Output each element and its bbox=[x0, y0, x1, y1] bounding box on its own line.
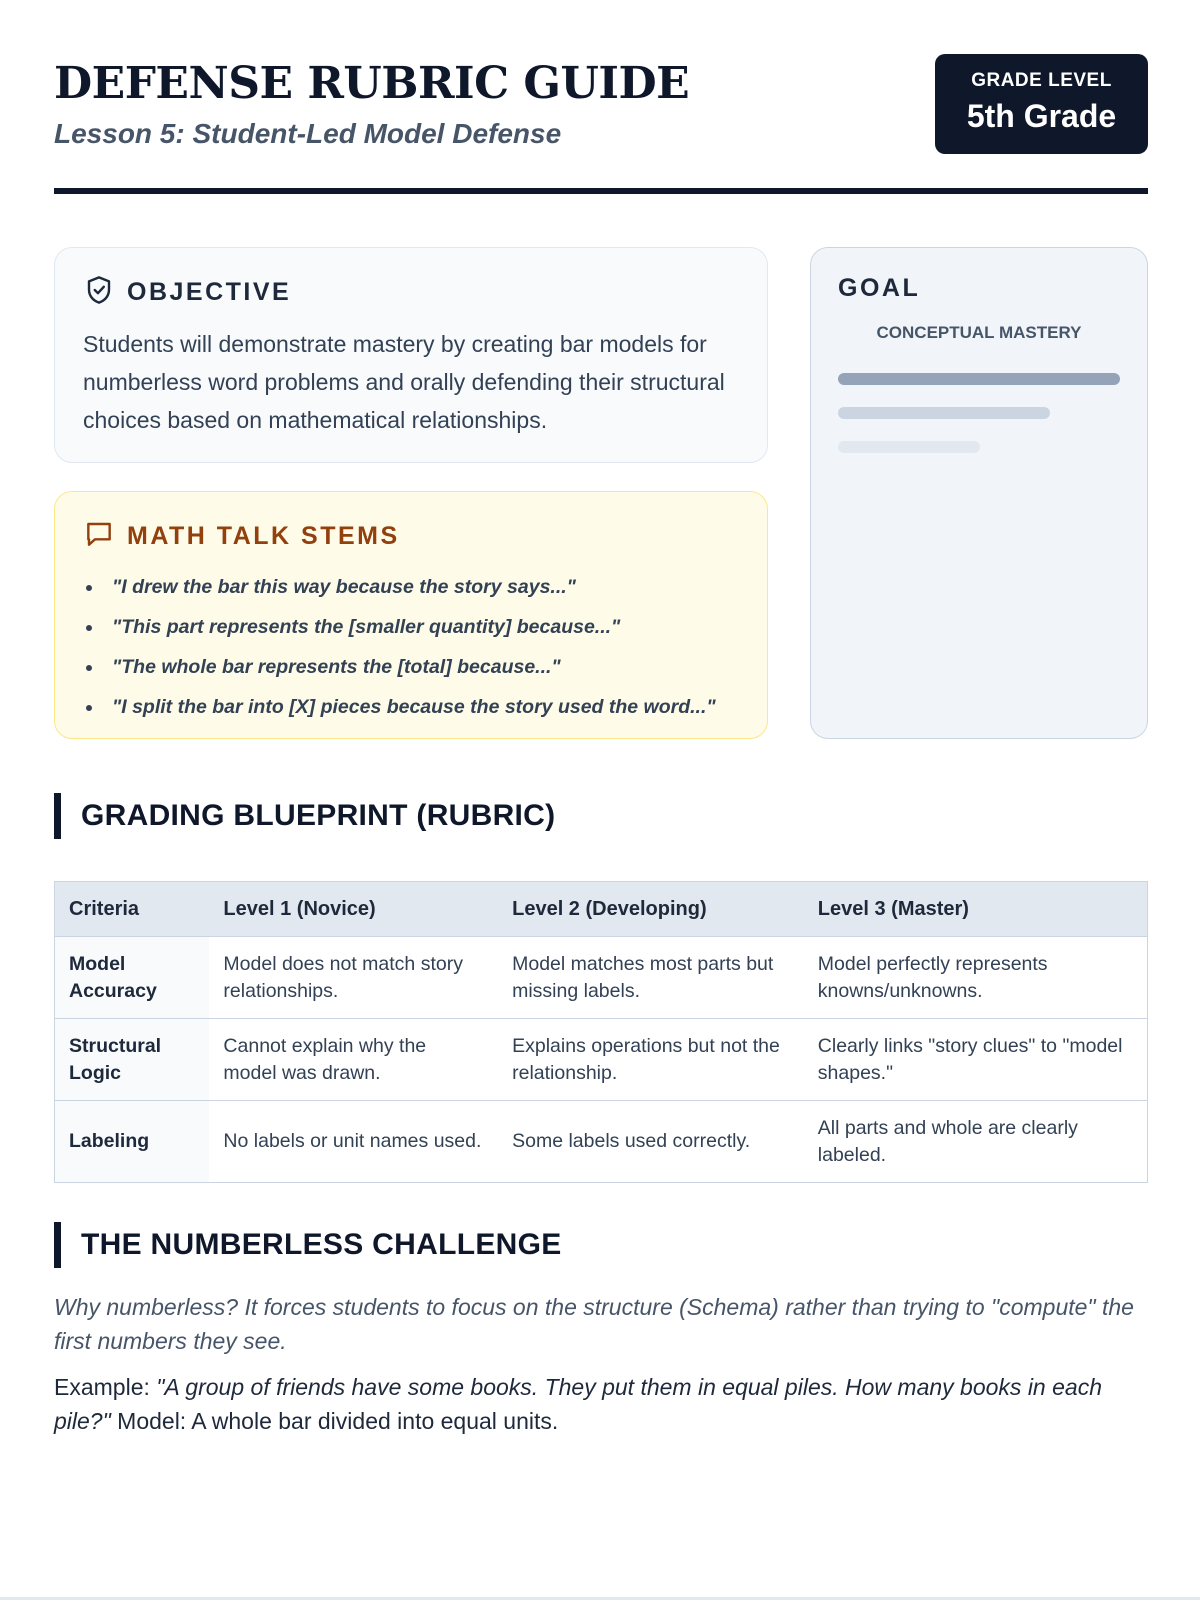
table-cell: Model does not match story relationships. bbox=[209, 937, 498, 1019]
objective-header bbox=[83, 274, 739, 311]
table-row bbox=[55, 1019, 1148, 1101]
objective-title: OBJECTIVE bbox=[127, 278, 292, 306]
table-cell: Model matches most parts but missing labels. bbox=[498, 937, 804, 1019]
rubric-table bbox=[54, 881, 1148, 1183]
math-talk-stems-card bbox=[54, 491, 768, 739]
table-row bbox=[55, 1101, 1148, 1183]
table-cell: All parts and whole are clearly labeled. bbox=[804, 1101, 1148, 1183]
column-header: Level 1 (Novice) bbox=[209, 882, 498, 937]
page-header bbox=[54, 52, 1148, 194]
goal-placeholder-bar bbox=[838, 441, 980, 453]
stem-item: "This part represents the [smaller quantity] because..." bbox=[83, 607, 739, 647]
objective-text: Students will demonstrate mastery by creating bar models for numberless word problems and orally defending their structural choices based on mathematical relationships. bbox=[83, 331, 725, 433]
stem-list bbox=[83, 567, 739, 727]
table-cell: Model perfectly represents knowns/unknowns. bbox=[804, 937, 1148, 1019]
challenge-heading: THE NUMBERLESS CHALLENGE bbox=[54, 1222, 562, 1268]
criteria-cell: Structural Logic bbox=[55, 1019, 210, 1101]
rubric-page bbox=[54, 0, 1148, 1600]
goal-placeholder-bar bbox=[838, 373, 1120, 385]
grade-level-badge bbox=[935, 54, 1148, 154]
rubric-heading: GRADING BLUEPRINT (RUBRIC) bbox=[54, 793, 555, 839]
goal-title: GOAL bbox=[838, 274, 921, 302]
table-cell: Some labels used correctly. bbox=[498, 1101, 804, 1183]
math-talk-header bbox=[83, 518, 739, 555]
stem-item: "I drew the bar this way because the story says..." bbox=[83, 567, 739, 607]
page-title: DEFENSE RUBRIC GUIDE bbox=[54, 58, 690, 109]
column-header: Level 2 (Developing) bbox=[498, 882, 804, 937]
table-cell: Cannot explain why the model was drawn. bbox=[209, 1019, 498, 1101]
criteria-cell: Labeling bbox=[55, 1101, 210, 1183]
challenge-why-text: Why numberless? It forces students to focus on the structure (Schema) rather than trying to "compute" the first numbers they see. bbox=[54, 1294, 1134, 1354]
objective-card bbox=[54, 247, 768, 463]
table-cell: Explains operations but not the relationship. bbox=[498, 1019, 804, 1101]
column-header: Level 3 (Master) bbox=[804, 882, 1148, 937]
challenge-example bbox=[54, 1370, 1148, 1438]
example-label: Example: bbox=[54, 1374, 150, 1400]
table-header-row bbox=[55, 882, 1148, 937]
criteria-cell: Model Accuracy bbox=[55, 937, 210, 1019]
grade-level-label: GRADE LEVEL bbox=[971, 70, 1112, 91]
speech-bubble-icon bbox=[83, 518, 115, 555]
goal-subtitle: CONCEPTUAL MASTERY bbox=[876, 323, 1082, 342]
table-cell: No labels or unit names used. bbox=[209, 1101, 498, 1183]
stem-item: "The whole bar represents the [total] because..." bbox=[83, 647, 739, 687]
math-talk-title: MATH TALK STEMS bbox=[127, 522, 400, 550]
table-cell: Clearly links "story clues" to "model shapes." bbox=[804, 1019, 1148, 1101]
column-header: Criteria bbox=[55, 882, 210, 937]
example-model: Model: A whole bar divided into equal units. bbox=[117, 1408, 559, 1434]
stem-item: "I split the bar into [X] pieces because the story used the word..." bbox=[83, 687, 739, 727]
grade-level-value: 5th Grade bbox=[966, 98, 1117, 134]
page-subtitle: Lesson 5: Student-Led Model Defense bbox=[54, 118, 562, 149]
goal-card bbox=[810, 247, 1148, 739]
goal-placeholder-bar bbox=[838, 407, 1050, 419]
example-quote: "A group of friends have some books. They put them in equal piles. How many books in each pile?" bbox=[54, 1374, 1102, 1434]
shield-check-icon bbox=[83, 274, 115, 311]
table-row bbox=[55, 937, 1148, 1019]
